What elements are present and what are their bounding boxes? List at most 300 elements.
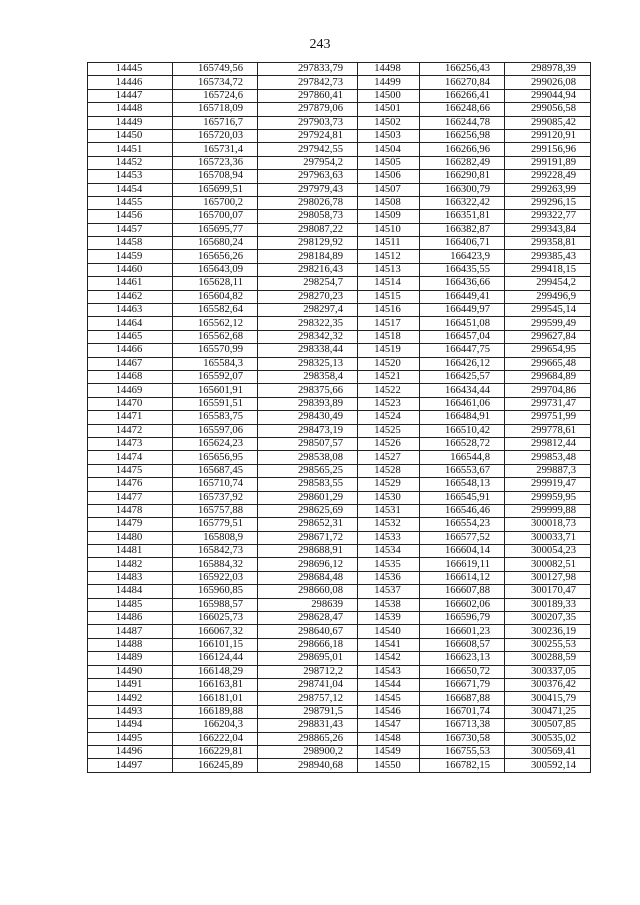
point-number-cell: 14459 bbox=[88, 250, 173, 263]
point-number-cell: 14456 bbox=[88, 210, 173, 223]
x-coordinate-cell: 166650,72 bbox=[420, 665, 505, 678]
x-coordinate-cell: 166163,81 bbox=[173, 678, 258, 691]
point-number-cell: 14506 bbox=[358, 170, 420, 183]
table-row bbox=[88, 464, 591, 477]
x-coordinate-cell: 166181,01 bbox=[173, 692, 258, 705]
table-row bbox=[88, 89, 591, 102]
x-coordinate-cell: 165718,09 bbox=[173, 103, 258, 116]
table-row bbox=[88, 237, 591, 250]
x-coordinate-cell: 165562,12 bbox=[173, 317, 258, 330]
table-row bbox=[88, 692, 591, 705]
table-row bbox=[88, 344, 591, 357]
point-number-cell: 14467 bbox=[88, 357, 173, 370]
x-coordinate-cell: 165624,23 bbox=[173, 437, 258, 450]
y-coordinate-cell: 299812,44 bbox=[505, 437, 591, 450]
x-coordinate-cell: 166067,32 bbox=[173, 625, 258, 638]
x-coordinate-cell: 165808,9 bbox=[173, 531, 258, 544]
point-number-cell: 14490 bbox=[88, 665, 173, 678]
x-coordinate-cell: 166608,57 bbox=[420, 638, 505, 651]
table-row bbox=[88, 76, 591, 89]
table-row bbox=[88, 196, 591, 209]
point-number-cell: 14474 bbox=[88, 451, 173, 464]
y-coordinate-cell: 299385,43 bbox=[505, 250, 591, 263]
table-row bbox=[88, 424, 591, 437]
table-row bbox=[88, 263, 591, 276]
point-number-cell: 14510 bbox=[358, 223, 420, 236]
x-coordinate-cell: 166204,3 bbox=[173, 719, 258, 732]
y-coordinate-cell: 298322,35 bbox=[258, 317, 358, 330]
table-row bbox=[88, 304, 591, 317]
x-coordinate-cell: 166189,88 bbox=[173, 705, 258, 718]
y-coordinate-cell: 298640,67 bbox=[258, 625, 358, 638]
table-row bbox=[88, 759, 591, 772]
x-coordinate-cell: 165570,99 bbox=[173, 344, 258, 357]
x-coordinate-cell: 166248,66 bbox=[420, 103, 505, 116]
x-coordinate-cell: 165749,56 bbox=[173, 63, 258, 76]
y-coordinate-cell: 300236,19 bbox=[505, 625, 591, 638]
x-coordinate-cell: 165592,07 bbox=[173, 370, 258, 383]
x-coordinate-cell: 166423,9 bbox=[420, 250, 505, 263]
x-coordinate-cell: 165988,57 bbox=[173, 598, 258, 611]
y-coordinate-cell: 298757,12 bbox=[258, 692, 358, 705]
page-number: 243 bbox=[309, 37, 331, 52]
y-coordinate-cell: 298831,43 bbox=[258, 719, 358, 732]
y-coordinate-cell: 298338,44 bbox=[258, 344, 358, 357]
point-number-cell: 14504 bbox=[358, 143, 420, 156]
x-coordinate-cell: 166614,12 bbox=[420, 571, 505, 584]
x-coordinate-cell: 166322,42 bbox=[420, 196, 505, 209]
y-coordinate-cell: 299322,77 bbox=[505, 210, 591, 223]
y-coordinate-cell: 300337,05 bbox=[505, 665, 591, 678]
x-coordinate-cell: 166256,43 bbox=[420, 63, 505, 76]
point-number-cell: 14445 bbox=[88, 63, 173, 76]
point-number-cell: 14465 bbox=[88, 330, 173, 343]
x-coordinate-cell: 165699,51 bbox=[173, 183, 258, 196]
table-row bbox=[88, 732, 591, 745]
point-number-cell: 14520 bbox=[358, 357, 420, 370]
x-coordinate-cell: 165687,45 bbox=[173, 464, 258, 477]
y-coordinate-cell: 299654,95 bbox=[505, 344, 591, 357]
y-coordinate-cell: 298671,72 bbox=[258, 531, 358, 544]
x-coordinate-cell: 165842,73 bbox=[173, 545, 258, 558]
x-coordinate-cell: 165723,36 bbox=[173, 156, 258, 169]
x-coordinate-cell: 166713,38 bbox=[420, 719, 505, 732]
x-coordinate-cell: 166300,79 bbox=[420, 183, 505, 196]
x-coordinate-cell: 165604,82 bbox=[173, 290, 258, 303]
y-coordinate-cell: 298325,13 bbox=[258, 357, 358, 370]
x-coordinate-cell: 166554,23 bbox=[420, 518, 505, 531]
x-coordinate-cell: 165597,06 bbox=[173, 424, 258, 437]
x-coordinate-cell: 166449,41 bbox=[420, 290, 505, 303]
y-coordinate-cell: 298900,2 bbox=[258, 745, 358, 758]
point-number-cell: 14491 bbox=[88, 678, 173, 691]
x-coordinate-cell: 166382,87 bbox=[420, 223, 505, 236]
y-coordinate-cell: 300207,35 bbox=[505, 612, 591, 625]
point-number-cell: 14475 bbox=[88, 464, 173, 477]
y-coordinate-cell: 297942,55 bbox=[258, 143, 358, 156]
y-coordinate-cell: 298696,12 bbox=[258, 558, 358, 571]
point-number-cell: 14452 bbox=[88, 156, 173, 169]
y-coordinate-cell: 298058,73 bbox=[258, 210, 358, 223]
point-number-cell: 14450 bbox=[88, 129, 173, 142]
y-coordinate-cell: 299056,58 bbox=[505, 103, 591, 116]
table-row bbox=[88, 545, 591, 558]
table-row bbox=[88, 478, 591, 491]
point-number-cell: 14519 bbox=[358, 344, 420, 357]
table-row bbox=[88, 330, 591, 343]
x-coordinate-cell: 166425,57 bbox=[420, 370, 505, 383]
point-number-cell: 14526 bbox=[358, 437, 420, 450]
x-coordinate-cell: 166447,75 bbox=[420, 344, 505, 357]
point-number-cell: 14464 bbox=[88, 317, 173, 330]
table-row bbox=[88, 210, 591, 223]
y-coordinate-cell: 300569,41 bbox=[505, 745, 591, 758]
x-coordinate-cell: 166245,89 bbox=[173, 759, 258, 772]
x-coordinate-cell: 166124,44 bbox=[173, 652, 258, 665]
y-coordinate-cell: 299044,94 bbox=[505, 89, 591, 102]
table-row bbox=[88, 638, 591, 651]
table-row bbox=[88, 504, 591, 517]
point-number-cell: 14496 bbox=[88, 745, 173, 758]
table-row bbox=[88, 745, 591, 758]
y-coordinate-cell: 300189,33 bbox=[505, 598, 591, 611]
x-coordinate-cell: 166457,04 bbox=[420, 330, 505, 343]
point-number-cell: 14544 bbox=[358, 678, 420, 691]
y-coordinate-cell: 299778,61 bbox=[505, 424, 591, 437]
y-coordinate-cell: 298393,89 bbox=[258, 397, 358, 410]
y-coordinate-cell: 299545,14 bbox=[505, 304, 591, 317]
table-row bbox=[88, 612, 591, 625]
x-coordinate-cell: 165884,32 bbox=[173, 558, 258, 571]
y-coordinate-cell: 299296,15 bbox=[505, 196, 591, 209]
table-row bbox=[88, 143, 591, 156]
x-coordinate-cell: 165779,51 bbox=[173, 518, 258, 531]
table-row bbox=[88, 317, 591, 330]
point-number-cell: 14503 bbox=[358, 129, 420, 142]
y-coordinate-cell: 298026,78 bbox=[258, 196, 358, 209]
point-number-cell: 14536 bbox=[358, 571, 420, 584]
table-row bbox=[88, 665, 591, 678]
point-number-cell: 14482 bbox=[88, 558, 173, 571]
point-number-cell: 14528 bbox=[358, 464, 420, 477]
point-number-cell: 14471 bbox=[88, 411, 173, 424]
y-coordinate-cell: 298087,22 bbox=[258, 223, 358, 236]
y-coordinate-cell: 297879,06 bbox=[258, 103, 358, 116]
x-coordinate-cell: 165700,2 bbox=[173, 196, 258, 209]
table-row bbox=[88, 129, 591, 142]
point-number-cell: 14540 bbox=[358, 625, 420, 638]
table-row bbox=[88, 585, 591, 598]
y-coordinate-cell: 297963,63 bbox=[258, 170, 358, 183]
y-coordinate-cell: 298375,66 bbox=[258, 384, 358, 397]
table-row bbox=[88, 290, 591, 303]
x-coordinate-cell: 166607,88 bbox=[420, 585, 505, 598]
table-row bbox=[88, 156, 591, 169]
y-coordinate-cell: 298660,08 bbox=[258, 585, 358, 598]
point-number-cell: 14497 bbox=[88, 759, 173, 772]
x-coordinate-cell: 166256,98 bbox=[420, 129, 505, 142]
point-number-cell: 14492 bbox=[88, 692, 173, 705]
y-coordinate-cell: 299684,89 bbox=[505, 370, 591, 383]
x-coordinate-cell: 166548,13 bbox=[420, 478, 505, 491]
x-coordinate-cell: 165700,07 bbox=[173, 210, 258, 223]
y-coordinate-cell: 298583,55 bbox=[258, 478, 358, 491]
y-coordinate-cell: 298625,69 bbox=[258, 504, 358, 517]
x-coordinate-cell: 166290,81 bbox=[420, 170, 505, 183]
x-coordinate-cell: 166244,78 bbox=[420, 116, 505, 129]
x-coordinate-cell: 166351,81 bbox=[420, 210, 505, 223]
x-coordinate-cell: 165731,4 bbox=[173, 143, 258, 156]
x-coordinate-cell: 166270,84 bbox=[420, 76, 505, 89]
x-coordinate-cell: 165695,77 bbox=[173, 223, 258, 236]
point-number-cell: 14530 bbox=[358, 491, 420, 504]
table-row bbox=[88, 223, 591, 236]
x-coordinate-cell: 166451,08 bbox=[420, 317, 505, 330]
coordinates-table-body bbox=[88, 63, 591, 773]
y-coordinate-cell: 298712,2 bbox=[258, 665, 358, 678]
point-number-cell: 14484 bbox=[88, 585, 173, 598]
y-coordinate-cell: 300535,02 bbox=[505, 732, 591, 745]
y-coordinate-cell: 299496,9 bbox=[505, 290, 591, 303]
point-number-cell: 14481 bbox=[88, 545, 173, 558]
point-number-cell: 14451 bbox=[88, 143, 173, 156]
point-number-cell: 14514 bbox=[358, 277, 420, 290]
x-coordinate-cell: 166596,79 bbox=[420, 612, 505, 625]
y-coordinate-cell: 298865,26 bbox=[258, 732, 358, 745]
table-row bbox=[88, 598, 591, 611]
point-number-cell: 14549 bbox=[358, 745, 420, 758]
y-coordinate-cell: 297833,79 bbox=[258, 63, 358, 76]
x-coordinate-cell: 165582,64 bbox=[173, 304, 258, 317]
x-coordinate-cell: 165562,68 bbox=[173, 330, 258, 343]
x-coordinate-cell: 165757,88 bbox=[173, 504, 258, 517]
table-row bbox=[88, 491, 591, 504]
point-number-cell: 14470 bbox=[88, 397, 173, 410]
x-coordinate-cell: 166619,11 bbox=[420, 558, 505, 571]
x-coordinate-cell: 166426,12 bbox=[420, 357, 505, 370]
point-number-cell: 14466 bbox=[88, 344, 173, 357]
point-number-cell: 14545 bbox=[358, 692, 420, 705]
x-coordinate-cell: 165583,75 bbox=[173, 411, 258, 424]
table-row bbox=[88, 397, 591, 410]
point-number-cell: 14529 bbox=[358, 478, 420, 491]
y-coordinate-cell: 297979,43 bbox=[258, 183, 358, 196]
point-number-cell: 14448 bbox=[88, 103, 173, 116]
y-coordinate-cell: 298601,29 bbox=[258, 491, 358, 504]
y-coordinate-cell: 298791,5 bbox=[258, 705, 358, 718]
point-number-cell: 14533 bbox=[358, 531, 420, 544]
y-coordinate-cell: 298639 bbox=[258, 598, 358, 611]
point-number-cell: 14501 bbox=[358, 103, 420, 116]
y-coordinate-cell: 300033,71 bbox=[505, 531, 591, 544]
point-number-cell: 14468 bbox=[88, 370, 173, 383]
y-coordinate-cell: 299120,91 bbox=[505, 129, 591, 142]
x-coordinate-cell: 166282,49 bbox=[420, 156, 505, 169]
y-coordinate-cell: 297954,2 bbox=[258, 156, 358, 169]
point-number-cell: 14513 bbox=[358, 263, 420, 276]
point-number-cell: 14522 bbox=[358, 384, 420, 397]
point-number-cell: 14539 bbox=[358, 612, 420, 625]
x-coordinate-cell: 166545,91 bbox=[420, 491, 505, 504]
point-number-cell: 14541 bbox=[358, 638, 420, 651]
table-row bbox=[88, 250, 591, 263]
y-coordinate-cell: 297903,73 bbox=[258, 116, 358, 129]
table-row bbox=[88, 277, 591, 290]
table-row bbox=[88, 170, 591, 183]
x-coordinate-cell: 166266,96 bbox=[420, 143, 505, 156]
x-coordinate-cell: 166434,44 bbox=[420, 384, 505, 397]
y-coordinate-cell: 298940,68 bbox=[258, 759, 358, 772]
table-row bbox=[88, 571, 591, 584]
y-coordinate-cell: 298652,31 bbox=[258, 518, 358, 531]
point-number-cell: 14542 bbox=[358, 652, 420, 665]
point-number-cell: 14479 bbox=[88, 518, 173, 531]
point-number-cell: 14511 bbox=[358, 237, 420, 250]
x-coordinate-cell: 166601,23 bbox=[420, 625, 505, 638]
x-coordinate-cell: 165737,92 bbox=[173, 491, 258, 504]
x-coordinate-cell: 166577,52 bbox=[420, 531, 505, 544]
y-coordinate-cell: 297842,73 bbox=[258, 76, 358, 89]
point-number-cell: 14523 bbox=[358, 397, 420, 410]
y-coordinate-cell: 300018,73 bbox=[505, 518, 591, 531]
point-number-cell: 14548 bbox=[358, 732, 420, 745]
y-coordinate-cell: 299887,3 bbox=[505, 464, 591, 477]
y-coordinate-cell: 298978,39 bbox=[505, 63, 591, 76]
point-number-cell: 14527 bbox=[358, 451, 420, 464]
point-number-cell: 14532 bbox=[358, 518, 420, 531]
point-number-cell: 14480 bbox=[88, 531, 173, 544]
point-number-cell: 14525 bbox=[358, 424, 420, 437]
y-coordinate-cell: 297924,81 bbox=[258, 129, 358, 142]
y-coordinate-cell: 299627,84 bbox=[505, 330, 591, 343]
point-number-cell: 14531 bbox=[358, 504, 420, 517]
y-coordinate-cell: 299343,84 bbox=[505, 223, 591, 236]
x-coordinate-cell: 165584,3 bbox=[173, 357, 258, 370]
y-coordinate-cell: 299959,95 bbox=[505, 491, 591, 504]
y-coordinate-cell: 300415,79 bbox=[505, 692, 591, 705]
y-coordinate-cell: 299919,47 bbox=[505, 478, 591, 491]
point-number-cell: 14509 bbox=[358, 210, 420, 223]
x-coordinate-cell: 165680,24 bbox=[173, 237, 258, 250]
point-number-cell: 14455 bbox=[88, 196, 173, 209]
y-coordinate-cell: 299418,15 bbox=[505, 263, 591, 276]
point-number-cell: 14460 bbox=[88, 263, 173, 276]
table-row bbox=[88, 183, 591, 196]
point-number-cell: 14489 bbox=[88, 652, 173, 665]
point-number-cell: 14537 bbox=[358, 585, 420, 598]
y-coordinate-cell: 300127,98 bbox=[505, 571, 591, 584]
point-number-cell: 14515 bbox=[358, 290, 420, 303]
point-number-cell: 14524 bbox=[358, 411, 420, 424]
point-number-cell: 14550 bbox=[358, 759, 420, 772]
x-coordinate-cell: 165643,09 bbox=[173, 263, 258, 276]
x-coordinate-cell: 166461,06 bbox=[420, 397, 505, 410]
table-row bbox=[88, 370, 591, 383]
x-coordinate-cell: 166101,15 bbox=[173, 638, 258, 651]
y-coordinate-cell: 299665,48 bbox=[505, 357, 591, 370]
x-coordinate-cell: 166730,58 bbox=[420, 732, 505, 745]
y-coordinate-cell: 298358,4 bbox=[258, 370, 358, 383]
point-number-cell: 14498 bbox=[358, 63, 420, 76]
y-coordinate-cell: 298473,19 bbox=[258, 424, 358, 437]
y-coordinate-cell: 300170,47 bbox=[505, 585, 591, 598]
y-coordinate-cell: 299853,48 bbox=[505, 451, 591, 464]
point-number-cell: 14543 bbox=[358, 665, 420, 678]
table-row bbox=[88, 705, 591, 718]
point-number-cell: 14478 bbox=[88, 504, 173, 517]
y-coordinate-cell: 298430,49 bbox=[258, 411, 358, 424]
x-coordinate-cell: 166229,81 bbox=[173, 745, 258, 758]
x-coordinate-cell: 166222,04 bbox=[173, 732, 258, 745]
point-number-cell: 14476 bbox=[88, 478, 173, 491]
y-coordinate-cell: 299263,99 bbox=[505, 183, 591, 196]
table-row bbox=[88, 63, 591, 76]
y-coordinate-cell: 298297,4 bbox=[258, 304, 358, 317]
table-row bbox=[88, 411, 591, 424]
point-number-cell: 14505 bbox=[358, 156, 420, 169]
point-number-cell: 14458 bbox=[88, 237, 173, 250]
y-coordinate-cell: 298666,18 bbox=[258, 638, 358, 651]
x-coordinate-cell: 166148,29 bbox=[173, 665, 258, 678]
point-number-cell: 14517 bbox=[358, 317, 420, 330]
y-coordinate-cell: 298129,92 bbox=[258, 237, 358, 250]
point-number-cell: 14472 bbox=[88, 424, 173, 437]
y-coordinate-cell: 298184,89 bbox=[258, 250, 358, 263]
x-coordinate-cell: 165656,26 bbox=[173, 250, 258, 263]
y-coordinate-cell: 300255,53 bbox=[505, 638, 591, 651]
table-row bbox=[88, 437, 591, 450]
y-coordinate-cell: 299191,89 bbox=[505, 156, 591, 169]
y-coordinate-cell: 298254,7 bbox=[258, 277, 358, 290]
y-coordinate-cell: 298342,32 bbox=[258, 330, 358, 343]
y-coordinate-cell: 298507,57 bbox=[258, 437, 358, 450]
point-number-cell: 14488 bbox=[88, 638, 173, 651]
point-number-cell: 14447 bbox=[88, 89, 173, 102]
table-row bbox=[88, 531, 591, 544]
point-number-cell: 14494 bbox=[88, 719, 173, 732]
x-coordinate-cell: 166553,67 bbox=[420, 464, 505, 477]
x-coordinate-cell: 166266,41 bbox=[420, 89, 505, 102]
y-coordinate-cell: 298741,04 bbox=[258, 678, 358, 691]
y-coordinate-cell: 300082,51 bbox=[505, 558, 591, 571]
point-number-cell: 14486 bbox=[88, 612, 173, 625]
x-coordinate-cell: 165710,74 bbox=[173, 478, 258, 491]
x-coordinate-cell: 165922,03 bbox=[173, 571, 258, 584]
x-coordinate-cell: 165960,85 bbox=[173, 585, 258, 598]
point-number-cell: 14502 bbox=[358, 116, 420, 129]
x-coordinate-cell: 166449,97 bbox=[420, 304, 505, 317]
point-number-cell: 14508 bbox=[358, 196, 420, 209]
y-coordinate-cell: 298270,23 bbox=[258, 290, 358, 303]
y-coordinate-cell: 299599,49 bbox=[505, 317, 591, 330]
x-coordinate-cell: 166025,73 bbox=[173, 612, 258, 625]
y-coordinate-cell: 299731,47 bbox=[505, 397, 591, 410]
point-number-cell: 14469 bbox=[88, 384, 173, 397]
y-coordinate-cell: 298684,48 bbox=[258, 571, 358, 584]
y-coordinate-cell: 299026,08 bbox=[505, 76, 591, 89]
table-row bbox=[88, 678, 591, 691]
y-coordinate-cell: 299228,49 bbox=[505, 170, 591, 183]
x-coordinate-cell: 166671,79 bbox=[420, 678, 505, 691]
x-coordinate-cell: 166510,42 bbox=[420, 424, 505, 437]
x-coordinate-cell: 165656,95 bbox=[173, 451, 258, 464]
table-row bbox=[88, 451, 591, 464]
x-coordinate-cell: 166435,55 bbox=[420, 263, 505, 276]
point-number-cell: 14462 bbox=[88, 290, 173, 303]
table-row bbox=[88, 357, 591, 370]
y-coordinate-cell: 300376,42 bbox=[505, 678, 591, 691]
y-coordinate-cell: 300471,25 bbox=[505, 705, 591, 718]
